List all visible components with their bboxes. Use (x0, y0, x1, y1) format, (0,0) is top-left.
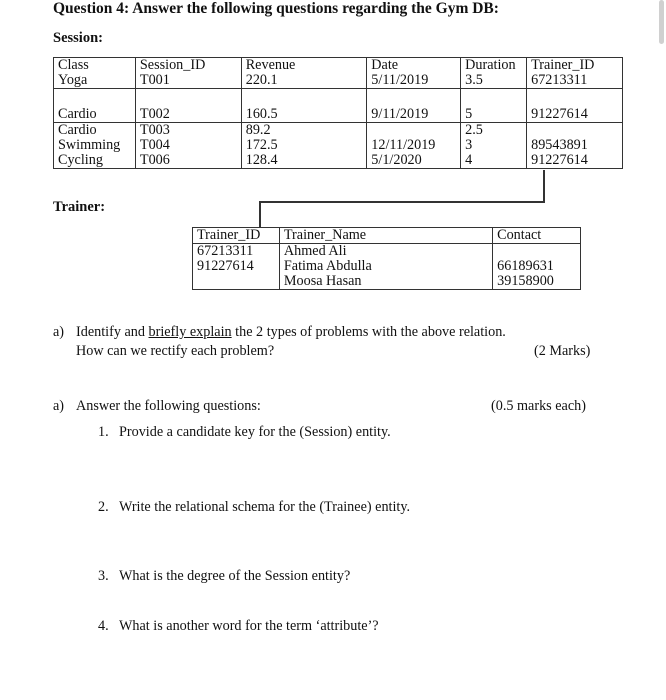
session-table (53, 57, 623, 169)
table-cell: 128.4 (241, 153, 367, 169)
table-cell (493, 244, 581, 260)
table-cell: 91227614 (193, 259, 280, 274)
subquestion-number: 4. (98, 618, 109, 634)
session-header-row (54, 58, 623, 74)
scrollbar-thumb[interactable] (659, 0, 664, 44)
question-a2-text: Answer the following questions: (76, 398, 261, 414)
table-cell: T001 (135, 73, 241, 89)
table-cell: Ahmed Ali (279, 244, 492, 260)
question-a1-line2: How can we rectify each problem? (76, 343, 275, 359)
table-cell: Cardio (54, 123, 136, 139)
subquestion-text: What is another word for the term ‘attribute’? (119, 618, 379, 634)
fk-connector-vertical-right (543, 170, 545, 202)
table-cell: Cardio (54, 107, 136, 123)
table-cell (527, 123, 623, 139)
fk-connector-horizontal (259, 201, 545, 203)
table-cell: 39158900 (493, 274, 581, 290)
fk-connector-vertical-left (259, 201, 261, 227)
question-a1-marks: (2 Marks) (534, 343, 591, 359)
table-row (193, 274, 581, 290)
table-cell (193, 274, 280, 290)
question-a1-text-after: the 2 types of problems with the above relation. (231, 324, 506, 340)
table-cell: 3.5 (461, 73, 527, 89)
table-cell: 67213311 (193, 244, 280, 260)
session-header-cell: Duration (461, 58, 527, 74)
trainer-table (192, 227, 581, 290)
table-cell: 160.5 (241, 107, 367, 123)
subquestion-text: What is the degree of the Session entity? (119, 568, 351, 584)
session-header-cell: Revenue (241, 58, 367, 74)
subquestion-text: Provide a candidate key for the (Session) entity. (119, 424, 391, 440)
table-cell: 5/1/2020 (367, 153, 461, 169)
table-cell: T002 (135, 107, 241, 123)
table-row (54, 123, 623, 139)
table-cell: 91227614 (527, 153, 623, 169)
table-cell: 4 (461, 153, 527, 169)
question-a1-text (76, 324, 506, 341)
table-row (54, 138, 623, 153)
table-cell: 91227614 (527, 107, 623, 123)
question-a2-marker: a) (53, 398, 65, 414)
table-spacer-row (54, 89, 623, 108)
table-cell: 89543891 (527, 138, 623, 153)
question-a1-underlined: briefly explain (148, 324, 232, 340)
subquestion-number: 1. (98, 424, 109, 440)
question-title: Question 4: Answer the following questions regarding the Gym DB: (53, 0, 499, 17)
table-cell: 5 (461, 107, 527, 123)
table-cell: 3 (461, 138, 527, 153)
table-cell: 2.5 (461, 123, 527, 139)
table-row (54, 153, 623, 169)
session-header-cell: Trainer_ID (527, 58, 623, 74)
table-cell: Cycling (54, 153, 136, 169)
session-header-cell: Date (367, 58, 461, 74)
question-a1-marker: a) (53, 324, 65, 340)
table-row (54, 107, 623, 123)
trainer-header-cell: Trainer_Name (279, 228, 492, 244)
table-cell: 172.5 (241, 138, 367, 153)
table-cell: 89.2 (241, 123, 367, 139)
subquestion-text: Write the relational schema for the (Trainee) entity. (119, 499, 411, 515)
trainer-header-cell: Contact (493, 228, 581, 244)
session-header-cell: Class (54, 58, 136, 74)
table-cell: Swimming (54, 138, 136, 153)
table-cell: 66189631 (493, 259, 581, 274)
table-cell: T004 (135, 138, 241, 153)
trainer-header-cell: Trainer_ID (193, 228, 280, 244)
table-cell: Fatima Abdulla (279, 259, 492, 274)
session-header-cell: Session_ID (135, 58, 241, 74)
table-cell: T006 (135, 153, 241, 169)
trainer-header-row (193, 228, 581, 244)
table-cell (367, 123, 461, 139)
session-label: Session: (53, 30, 103, 46)
table-cell: 67213311 (527, 73, 623, 89)
question-a2-marks: (0.5 marks each) (491, 398, 586, 414)
table-cell: 9/11/2019 (367, 107, 461, 123)
table-cell: 5/11/2019 (367, 73, 461, 89)
table-cell: Moosa Hasan (279, 274, 492, 290)
table-row (193, 259, 581, 274)
table-cell: 220.1 (241, 73, 367, 89)
table-row (193, 244, 581, 260)
subquestion-number: 2. (98, 499, 109, 515)
table-cell: T003 (135, 123, 241, 139)
table-cell: 12/11/2019 (367, 138, 461, 153)
table-row (54, 73, 623, 89)
subquestion-number: 3. (98, 568, 109, 584)
trainer-label: Trainer: (53, 199, 106, 215)
table-cell: Yoga (54, 73, 136, 89)
question-a1-text-before: Identify and (76, 324, 149, 340)
